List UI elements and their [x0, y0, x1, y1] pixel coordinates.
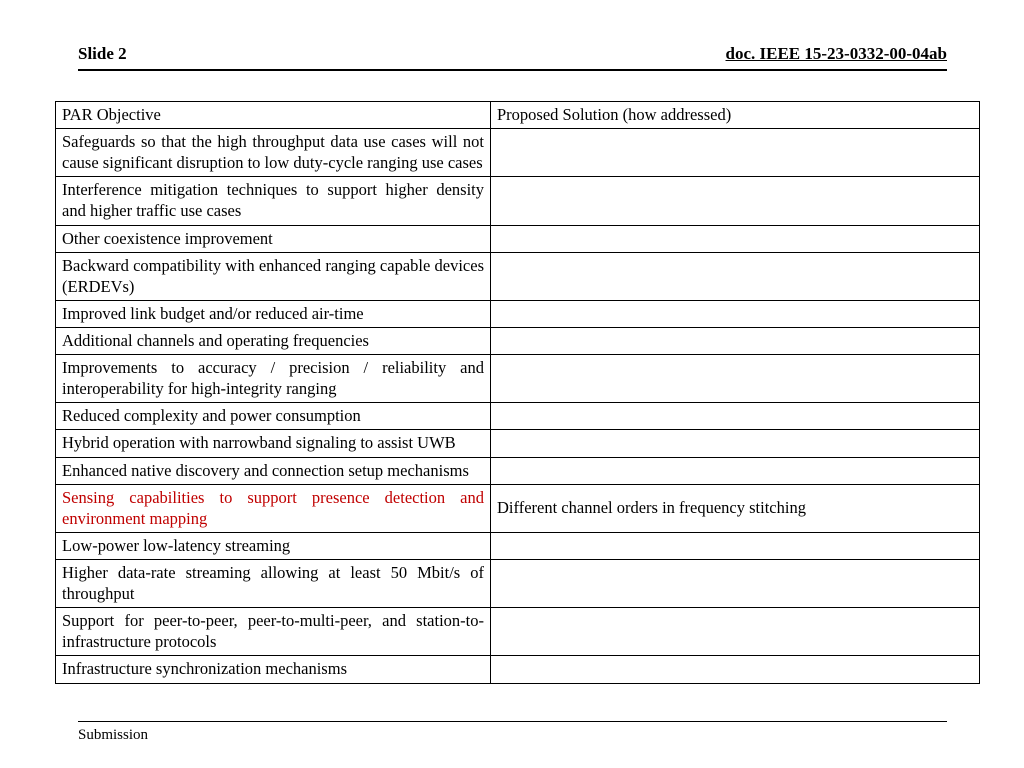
table-header-row: [56, 102, 980, 129]
table-row: [56, 129, 980, 177]
proposed-solution-cell: [491, 403, 980, 430]
proposed-solution-cell: [491, 177, 980, 225]
par-objective-cell: Additional channels and operating frequencies: [56, 327, 491, 354]
table-row: [56, 225, 980, 252]
par-objective-cell: Low-power low-latency streaming: [56, 532, 491, 559]
slide-header: [78, 44, 947, 71]
slide-number: Slide 2: [78, 44, 127, 63]
table-row: [56, 656, 980, 683]
table-row: [56, 532, 980, 559]
proposed-solution-cell: Different channel orders in frequency stitching: [491, 484, 980, 532]
proposed-solution-cell: [491, 608, 980, 656]
proposed-solution-cell: [491, 457, 980, 484]
par-objective-cell: Safeguards so that the high throughput data use cases will not cause significant disruption to low duty-cycle ranging use cases: [56, 129, 491, 177]
column-header-par-objective: PAR Objective: [56, 102, 491, 129]
par-objective-cell: Higher data-rate streaming allowing at least 50 Mbit/s of throughput: [56, 559, 491, 607]
submission-label: Submission: [78, 727, 149, 743]
par-objective-cell: Improved link budget and/or reduced air-time: [56, 300, 491, 327]
par-objective-cell: Support for peer-to-peer, peer-to-multi-peer, and station-to-infrastructure protocols: [56, 608, 491, 656]
table-row: [56, 430, 980, 457]
table-row: [56, 457, 980, 484]
column-header-proposed-solution: Proposed Solution (how addressed): [491, 102, 980, 129]
table-header: [56, 102, 980, 129]
par-objective-cell: Sensing capabilities to support presence detection and environment mapping: [56, 484, 491, 532]
table-row: [56, 300, 980, 327]
table-row: [56, 484, 980, 532]
proposed-solution-cell: [491, 355, 980, 403]
table-row: [56, 177, 980, 225]
proposed-solution-cell: [491, 252, 980, 300]
table-row: [56, 559, 980, 607]
proposed-solution-cell: [491, 225, 980, 252]
table-row: [56, 403, 980, 430]
slide-footer: [78, 721, 947, 744]
par-objective-cell: Other coexistence improvement: [56, 225, 491, 252]
doc-number: doc. IEEE 15-23-0332-00-04ab: [725, 44, 947, 63]
par-objectives-table: [55, 101, 980, 684]
proposed-solution-cell: [491, 327, 980, 354]
par-objective-cell: Interference mitigation techniques to support higher density and higher traffic use cases: [56, 177, 491, 225]
proposed-solution-cell: [491, 300, 980, 327]
par-objective-cell: Enhanced native discovery and connection setup mechanisms: [56, 457, 491, 484]
table-row: [56, 327, 980, 354]
par-objective-cell: Hybrid operation with narrowband signaling to assist UWB: [56, 430, 491, 457]
proposed-solution-cell: [491, 656, 980, 683]
table-row: [56, 355, 980, 403]
proposed-solution-cell: [491, 430, 980, 457]
proposed-solution-cell: [491, 129, 980, 177]
par-objective-cell: Infrastructure synchronization mechanisms: [56, 656, 491, 683]
par-objective-cell: Backward compatibility with enhanced ranging capable devices (ERDEVs): [56, 252, 491, 300]
table-row: [56, 608, 980, 656]
par-objective-cell: Reduced complexity and power consumption: [56, 403, 491, 430]
proposed-solution-cell: [491, 559, 980, 607]
table-row: [56, 252, 980, 300]
par-objective-cell: Improvements to accuracy / precision / reliability and interoperability for high-integrity ranging: [56, 355, 491, 403]
table-body: [56, 129, 980, 683]
proposed-solution-cell: [491, 532, 980, 559]
